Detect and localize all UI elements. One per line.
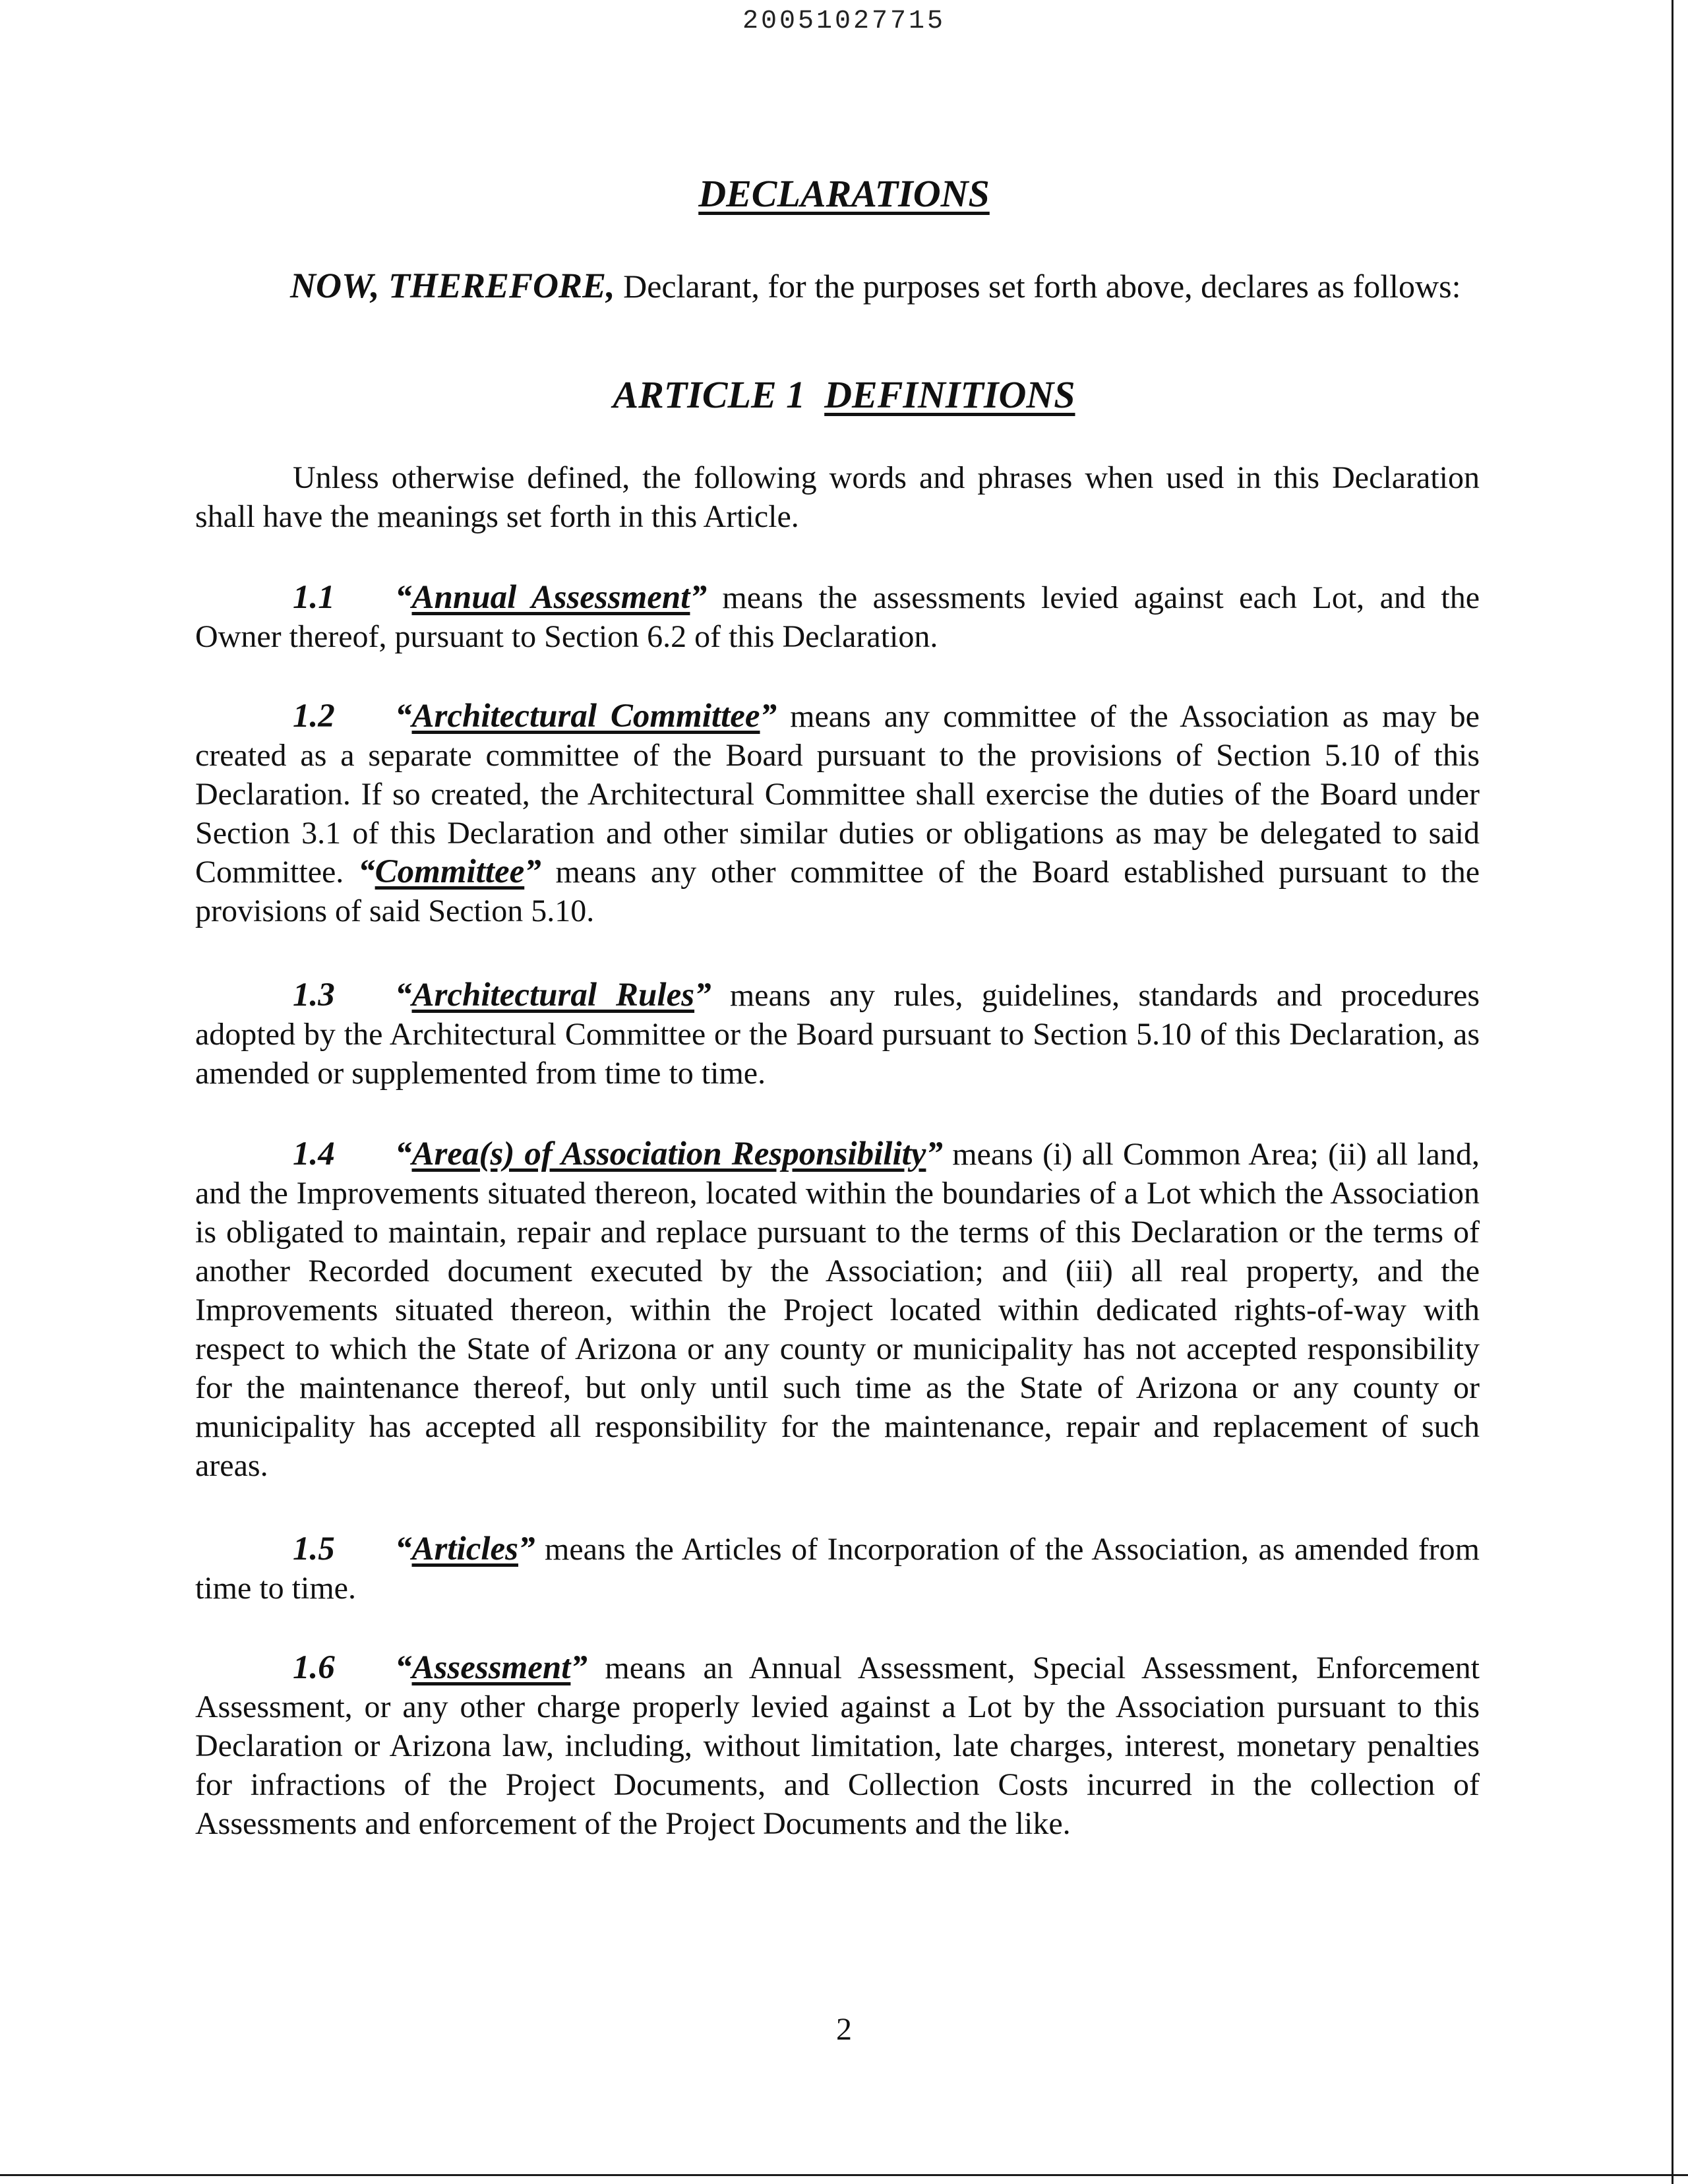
section-1-6	[195, 1649, 1480, 1843]
section-number: 1.5	[293, 1531, 335, 1567]
section-1-3	[195, 976, 1480, 1093]
defined-term: “Architectural Committee”	[395, 698, 777, 735]
section-number: 1.1	[293, 579, 335, 616]
section-number: 1.3	[293, 977, 335, 1014]
intro-line	[290, 265, 1461, 306]
article-preamble: Unless otherwise defined, the following words and phrases when used in this Declaration shall have the meanings set forth in this Article.	[195, 460, 1480, 534]
article-name: DEFINITIONS	[824, 373, 1075, 416]
declarations-heading: DECLARATIONS	[698, 172, 990, 215]
defined-term: “Assessment”	[395, 1649, 588, 1686]
definition-text: means (i) all Common Area; (ii) all land, and the Improvements situated thereon, located within the boundaries of a Lot which the Association is obligated to maintain, repair and replace pursuant to the terms of this Declaration or the terms of another Recorded document executed by the Association; and (iii) all real property, and the Improvements situated thereon, within the Project located within dedicated rights-of-way with respect to which the State of Arizona or any county or municipality has not accepted responsibility for the maintenance thereof, but only until such time as the State of Arizona or any county or municipality has accepted all responsibility for the maintenance, repair and replacement of such areas.	[195, 1137, 1480, 1483]
intro-rest: Declarant, for the purposes set forth above, declares as follows:	[615, 268, 1461, 305]
defined-term: “Articles”	[395, 1531, 535, 1567]
article-heading	[0, 373, 1688, 417]
defined-term: “Annual Assessment”	[395, 579, 707, 616]
definition-text: means the Articles of Incorporation of the Association, as amended from time to time.	[195, 1532, 1480, 1606]
definition-text: means the assessments levied against each Lot, and the Owner thereof, pursuant to Section 6.2 of this Declaration.	[195, 580, 1480, 654]
defined-term-2: “Committee”	[358, 853, 541, 890]
defined-term: “Architectural Rules”	[395, 977, 711, 1014]
defined-term: “Area(s) of Association Responsibility”	[395, 1136, 943, 1172]
scan-border-right	[1672, 0, 1673, 2184]
definition-text: means any committee of the Association as may be created as a separate committee of the Board pursuant to the provisions of Section 5.10 of this Declaration. If so created, the Architectural Committee shall exercise the duties of the Board under Section 3.1 of this Declaration and other similar duties or obligations as may be delegated to said Committee.	[195, 699, 1480, 890]
section-1-5	[195, 1530, 1480, 1608]
definition-text-2: means any other committee of the Board established pursuant to the provisions of said Section 5.10.	[195, 855, 1480, 928]
definition-text: means an Annual Assessment, Special Assessment, Enforcement Assessment, or any other charge properly levied against a Lot by the Association pursuant to this Declaration or Arizona law, including, without limitation, late charges, interest, monetary penalties for infractions of the Project Documents, and Collection Costs incurred in the collection of Assessments and enforcement of the Project Documents and the like.	[195, 1651, 1480, 1841]
intro-lead: NOW, THEREFORE,	[290, 266, 615, 305]
scan-border-bottom	[0, 2174, 1688, 2176]
section-1-2	[195, 697, 1480, 930]
page-number: 2	[836, 2012, 852, 2047]
section-1-4	[195, 1135, 1480, 1485]
definition-text: means any rules, guidelines, standards and procedures adopted by the Architectural Committee or the Board pursuant to Section 5.10 of this Declaration, as amended or supplemented from time to time.	[195, 978, 1480, 1091]
section-number: 1.4	[293, 1136, 335, 1172]
section-number: 1.2	[293, 698, 335, 735]
article-label: ARTICLE 1	[613, 373, 806, 416]
document-number: 20051027715	[742, 7, 946, 36]
section-number: 1.6	[293, 1649, 335, 1686]
section-1-1	[195, 578, 1480, 656]
